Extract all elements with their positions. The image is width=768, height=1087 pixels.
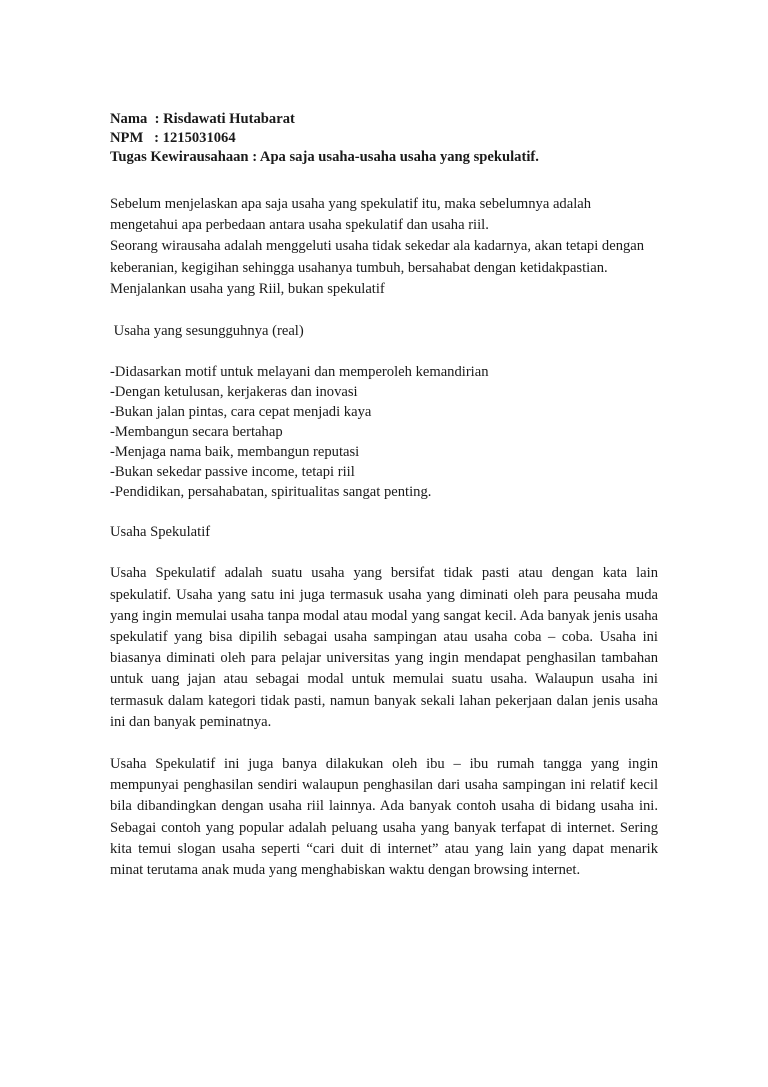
intro-paragraph-1: Sebelum menjelaskan apa saja usaha yang spekulatif itu, maka sebelumnya adalah mengetahui apa perbedaan antara usaha spekulatif dan usaha riil. [110, 196, 592, 234]
spekulatif-section-heading: Usaha Spekulatif [110, 524, 211, 541]
spacer [110, 543, 658, 563]
list-item: -Bukan sekedar passive income, tetapi riil [110, 464, 355, 481]
real-section-heading: Usaha yang sesungguhnya (real) [110, 323, 304, 340]
list-item: -Didasarkan motif untuk melayani dan memperoleh kemandirian [110, 364, 489, 381]
spacer [110, 502, 658, 522]
list-item: -Menjaga nama baik, membangun reputasi [110, 444, 360, 461]
spacer [110, 342, 658, 362]
real-characteristics-list [110, 362, 658, 502]
spekulatif-paragraph-2: Usaha Spekulatif ini juga banya dilakukan oleh ibu – ibu rumah tangga yang ingin mempunyai penghasilan sendiri walaupun penghasilan dari usaha sampingan ini relatif kecil bila dibandingkan dengan usaha riil lainnya. Ada banyak contoh usaha di bidang usaha ini. Sebagai contoh yang popular adalah peluang usaha yang banyak terfapat di internet. Sering kita temui slogan usaha seperti “cari duit di internet” atau yang lain yang dapat menarik minat terutama anak muda yang menghabiskan waktu dengan browsing internet. [110, 756, 658, 879]
student-npm: NPM : 1215031064 [110, 130, 236, 146]
student-name: Nama : Risdawati Hutabarat [110, 111, 295, 127]
list-item: -Pendidikan, persahabatan, spiritualitas sangat penting. [110, 484, 432, 501]
spacer [110, 733, 658, 754]
list-item: -Bukan jalan pintas, cara cepat menjadi kaya [110, 404, 372, 421]
list-item: -Membangun secara bertahap [110, 424, 283, 441]
document-page [110, 110, 658, 881]
spekulatif-paragraph-1: Usaha Spekulatif adalah suatu usaha yang bersifat tidak pasti atau dengan kata lain spekulatif. Usaha yang satu ini juga termasuk usaha yang diminati oleh para peusaha muda yang ingin memulai usaha tanpa modal atau modal yang sangat kecil. Ada banyak jenis usaha spekulatif yang bisa dipilih sebagai usaha sampingan atau usaha coba – coba. Usaha ini biasanya diminati oleh para pelajar universitas yang ingin mendapat penghasilan tambahan untuk uang jajan atau sebagai modal untuk memulai suatu usaha. Walaupun usaha ini termasuk dalam kategori tidak pasti, namun banyak sekali lahan pekerjaan dalan jenis usaha ini dan banyak peminatnya. [110, 565, 658, 730]
assignment-title: Tugas Kewirausahaan : Apa saja usaha-usaha usaha yang spekulatif. [110, 149, 539, 165]
list-item: -Dengan ketulusan, kerjakeras dan inovasi [110, 384, 358, 401]
spacer [110, 167, 658, 194]
intro-paragraph-2: Seorang wirausaha adalah menggeluti usaha tidak sekedar ala kadarnya, akan tetapi dengan keberanian, kegigihan sehingga usahanya tumbuh, bersahabat dengan ketidakpastian. Menjalankan usaha yang Riil, bukan spekulatif [110, 238, 645, 297]
spacer [110, 300, 658, 321]
